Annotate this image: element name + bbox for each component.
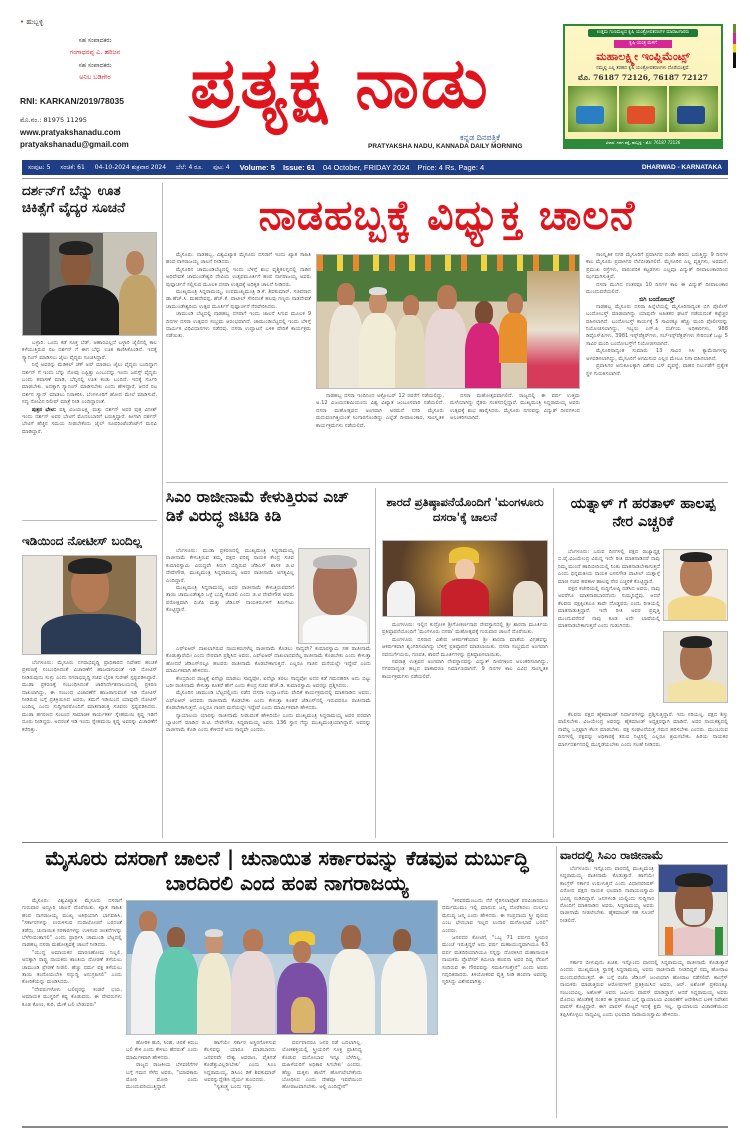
article-lead[interactable] <box>166 190 728 240</box>
bottom-divider <box>22 1126 728 1128</box>
issue-english: Issue: 61 <box>282 163 316 172</box>
divider <box>22 520 157 521</box>
article-headline: ದರ್ಶನ್‌ಗೆ ಬೆನ್ನು ಊತ ಚಿಕಿತ್ಸೆಗೆ ವೈದ್ಯರ ಸೂಚನೆ <box>22 183 126 216</box>
location: DHARWAD - KARNATAKA <box>641 164 722 171</box>
ad-images <box>565 83 721 132</box>
lead-column-4: ಸಾಂಸ್ಕೃತಿಕ ನಗರಿ ಮೈಸೂರಿಗೆ ಪ್ರವಾಸಿಗರ ದಂಡೇ ಹರಿದು ಬರುತ್ತಿದ್ದು 9 ದಿನಗಳ ಕಾಲ ಮೈಸೂರು ಪ್ರವಾಸಿಗರ ನೆಲೆಬೀಡಾಗಲಿದೆ. ಮೈಸೂರಿನ ಎಲ್ಲ ವೃತ್ತಗಳು, ಅರಮನೆ, ಪ್ರಮುಖ ರಸ್ತೆಗಳು, ಪಾರಂಪರಿಕ ಕಟ್ಟಡಗಳು ಎಲ್ಲವೂ ವಿದ್ಯುತ್ ದೀಪಾಲಂಕಾರದಿಂದ ಝಗಮಗಿಸುತ್ತಿವೆ. ದಸರಾ ಮುಗಿದ ನಂತರವೂ 10 ದಿನಗಳ ಕಾಲ ಈ ವಿದ್ಯುತ್ ದೀಪಾಲಂಕಾರ ಮುಂದುವರೆಯಲಿದೆ. ಬಿಗಿ ಬಂದೋಬಸ್ತ್ ನಾಡಹಬ್ಬ ಮೈಸೂರು ದಸರಾ ಹಿನ್ನೆಲೆಯಲ್ಲಿ ಮೈಸೂರಿನಾದ್ಯಂತ ಬಿಗಿ ಪೊಲೀಸ್ ಬಂದೋಬಸ್ತ್ ಮಾಡಲಾಗಿದ್ದು ಯಾವುದೇ ಅಹಿತಕರ ಘಟನೆ ನಡೆಯದಂತೆ ಕಟ್ಟೆಚ್ಚರ ವಹಿಸಲಾಗಿದೆ. ಬಂದೋಬಸ್ತ್ ಕಾರ್ಯಕ್ಕೆ 5 ಸಾವಿರಕ್ಕೂ ಹೆಚ್ಚು ಮಂದಿ ಪೊಲೀಸರನ್ನು ನಿಯೋಜಿಸಲಾಗಿದ್ದು, ಇಬ್ಬರು ಎಸ್.ಪಿ ದರ್ಜೆಯ ಅಧಿಕಾರಿಗಳು, 988 ಡಿವೈಎಸ್‌ಪಿಗಳು, 3981 ಇನ್ಸ್‌ಪೆಕ್ಟರ್‌ಗಳು, ಸಬ್‌ಇನ್ಸ್‌ಪೆಕ್ಟರ್‌ಗಳು ಸೇರಿದಂತೆ ಒಟ್ಟು 5 ಸಾವಿರ ಮಂದಿ ಬಂದೋಬಸ್ತ್‌ಗೆ ನಿಯೋಜಿಸಲಾಗಿದೆ. ಮೈಸೂರಿನಾದ್ಯಂತ ಸುಮಾರು 13 ಸಾವಿರ ಸಿಸಿ ಕ್ಯಾಮೆರಾಗಳನ್ನು ಅಳವಡಿಸಲಾಗಿದ್ದು, ಮೈಸೂರಿಗೆ ಆಗಮಿಸುವ ಎಲ್ಲರ ಮೇಲೂ ನಿಗಾ ವಹಿಸಲಾಗಿದೆ. ಪ್ರವಾಸಿಗರ ಅನುಕೂಲಕ್ಕಾಗಿ ವಿಶೇಷ ಬಸ್ ವ್ಯವಸ್ಥೆ, ವಾಹನ ನಿಲುಗಡೆಗೆ ಪ್ರತ್ಯೇಕ ಸ್ಥಳ ಗುರುತಿಸಲಾಗಿದೆ. <box>586 252 728 377</box>
article-headline: ಯತ್ನಾಳ್ ಗೆ ಹರತಾಳ್ ಹಾಲಪ್ಪ ನೇರ ಎಚ್ಚರಿಕೆ <box>570 496 716 530</box>
price-english: Price: 4 Rs. Page: 4 <box>417 163 485 172</box>
article-body: ಬಳ್ಳಾರಿ: ಒಂದು ಕಡೆ ಸೂಕ್ತ ಬೆಡ್, ಆಹಾರವಿಲ್ಲದೆ ಬಳ್ಳಾರಿ ಜೈಲಿನಲ್ಲಿ ಕಾಲ ಕಳೆಯುತ್ತಿರುವ ನಟ ದರ್ಶನ್ ಗೆ ಈಗ ಬೆನ್ನು ಊತ ಕಾಣಿಸಿಕೊಂಡಿದೆ. ಇದಕ್ಕೆ ಸ್ಕ್ಯಾನಿಂಗ್ ಮಾಡಿಸಲು ಜೈಲು ವೈದ್ಯರು ಸೂಚಿಸಿದ್ದಾರೆ. ನಿನ್ನೆ ಅವರನ್ನು ಮೆಡಿಕಲ್ ಚೆಕ್ ಅಪ್ ಮಾಡಲು ಜೈಲು ವೈದ್ಯರು ಬಂದಿದ್ದಾಗ ದರ್ಶನ್ ಗೆ ಇಂದು ಬೆನ್ನು ನೋವು ಎಷ್ಟಿತ್ತು ಎಂಬುದನ್ನು ಇಂದು ಜಪಸ್ಸ್ ವೈದ್ಯರು ಬಂದು ತಪಾಸಣೆ ಮಾಡಿ, ಬೆನ್ನಿನಲ್ಲಿ ಊತ ಕಂಡು ಬಂದಿದೆ. ಇದಕ್ಕೆ ಸರ್ಜರಿ ಮಾಡಬೇಕು. ಅದಕ್ಕಾಗಿ ಸ್ಕ್ಯಾನಿಂಗ್ ಮಾಡಿಸಬೇಕು ಎಂದು ಹೇಳಿದ್ದಾರೆ. ಆದರೆ ನಟ ದರ್ಶನ ಸ್ಕ್ಯಾನ್ ಮಾಡಲು ನಿರಾಕರಿಸಿ, ಬೆಂಗಳೂರಿಗೆ ಹೋದ ಮೇಲೆ ಮಾಡಿಸುವೆ. ಸದ್ಯ ನೋವಿನ ರಿಲೀಫ್ ಮಾತ್ರೆ ನೀಡಿ ಎಂದಿದ್ದಾರಂತೆ. ಪುತ್ರನ ಭೇಟಿ: ಪತ್ನಿ ವಿಜಯಲಕ್ಷ್ಮಿ ಮತ್ತು ದರ್ಶನ್ ಅವರ ಪುತ್ರ ವಿನೀಶ್ ಇಂದು ದರ್ಶನ್ ಅವರ ಭೇಟಿಗೆ ಮೊದಲಬಾರಿಗೆ ಬರುತ್ತಿದ್ದಾರೆ. ಹೀಗಾಗಿ ದರ್ಶನ್ ಭೇಟಿಗೆ ಹೆಚ್ಚಿನ ಸಮಯ ನೀಡಬೇಕೆಂದು ಜೈಲ್ ಸೂಪರಿಂಟೆಂಡೆಂಟ್‌ಗೆ ಮನವಿ ಮಾಡಿದ್ದಾರೆ. <box>22 340 157 435</box>
rni-number: RNI: KARKAN/2019/78035 <box>20 96 124 106</box>
ad-image-plough <box>568 86 617 132</box>
hampa-column-4: ವರ್ಷವಾದರೂ ಜನರ ನಡೆ ಬದಲಾಗಿಲ್ಲ. ಲೋಕಶಕ್ತಿಯಲ್ಲಿ ಸ್ತ್ರೀಯರಿಗೆ ಸೂಕ್ತ ಪ್ರಾತಿನಿಧ್ಯ ಕೊಡುವ ಮನೋಭಾವ ಇನ್ನೂ ಬೆಳೆದಿಲ್ಲ. ಮಹಿಳೆಯರಿಗೆ ಅಧಿಕಾರ ಸಿಗಬೇಕು' ಎಂದರು. ಹೆಣ್ಣು ಮಕ್ಕಳು ಶಾಲೆಗೆ ಹೋಗಲೇಬೇಕೆಂದು ಬೋಧಿಸಿದ ಎಂದು ದೇಶವೂ ಇವರೆಯಿಂದ ಹೋರಾಟವಾಗಬೇಕು. ಅಲ್ಲಿ ಎಂದಿದ್ದೇನೆ" <box>282 1040 362 1091</box>
hampa-column-3: ಹಾಗೆಯೇ ಸರ್ಕಾರ ಅಸ್ಥಿರಗೊಳಿಸುವ ಕೆಲಸವನ್ನು ಯಾರೂ ಮಾಡಬಾರದು ಜನವನವೇ ದೇಶ್ವ ಅವರಾಣ, ವೈತಿಗಡೆ ಕೊಡೆತ್ತುವಿಲ್ಲರೀಬೇಕು' ಎಂದು ಸಿಎಂ ಸಿದ್ದರಾಮಯ್ಯ, ಡಿಸಿಎಂ ಡಿಕೆ ಶಿವಕುಮಾರ್ ಅವರನ್ನುದ್ದೇಶಿಸಿ ಧೈರ್ಯ ತುಂಬಿದರು. "ಸ್ವತಂತ್ರ್ಯ ಬಂದು ಇಷ್ಟು <box>204 1040 276 1091</box>
yatnal-photo <box>663 549 728 621</box>
article-body: ಬೆಂಗಳೂರು: ಮೈಸೂರು ನಗರಾಭಿವೃದ್ಧಿ ಪ್ರಾಧಿಕಾರದ ನಿವೇಶನ ಹಂಚಿಕೆ ಪ್ರಕರಣಕ್ಕೆ ಸಂಬಂಧಿಸಿದಂತೆ ವಿಚಾರಣೆಗೆ ಹಾಜರಾಗುವಂತೆ ಇಡಿ ನೋಟಿಸ್ ನೀಡಿರುವುದು ಸುಳ್ಳು ಎಂದು ನಗರಾಭಿವೃದ್ಧಿ ಸಚಿವ ಬೈರತಿ ಸುರೇಶ್ ಸ್ಪಷ್ಟಪಡಿಸಿದ್ದಾರೆ. ಮುಡಾ ಪ್ರಕರಣಕ್ಕೆ ಸಂಬಂಧಿಸಿದಂತೆ ಜಾರಿನಿರ್ದೇಶನಾಲಯದಲ್ಲಿ ಪ್ರಕರಣ ದಾಖಲಾಗಿದ್ದು, ಈ ಸಂಬಂಧ ವಿಚಾರಣೆಗೆ ಹಾಜರಾಗುವಂತೆ ಇಡಿ ನೋಟಿಸ್ ನೀಡಿರುವ ಬಗ್ಗೆ ಪ್ರತಿಕ್ರಿಯಿಸಿದ ಅವರು, ತಮಗೆ ಇಡಿಯಿಂದ ಯಾವುದೇ ನೋಟಿಸ್ ಬಂದಿಲ್ಲ ಎಂದು ಸುದ್ದಿಗಾರರೊಂದಿಗೆ ಮಾತನಾಡುತ್ತ ಸಚಿವರು ಸ್ಪಷ್ಟಪಡಿಸಿದರು. ಮುಡಾ ಹಗರಣದ ಸಂಬಂಧ ಸಾಮಾಜಿಕ ಕಾರ್ಯಕರ್ತ ಸ್ನೇಹಮಯಿ ಕೃಷ್ಣ ಇಡಿಗೆ ದೂರು ನೀಡಿದ್ದರು. ಅದರಂತೆ ಇಡಿ ಇಂದು ಸ್ನೇಹಮಯಿ ಕೃಷ್ಣ ಅವರನ್ನು ವಿಚಾರಣೆಗೆ ಕರೆದಿತ್ತು. <box>22 660 157 733</box>
email-link[interactable]: pratyakshanadu@gmail.com <box>20 140 129 149</box>
article-yatnal[interactable] <box>558 495 728 531</box>
article-headline: ಮೈಸೂರು ದಸರಾಗೆ ಚಾಲನೆ | ಚುನಾಯಿತ ಸರ್ಕಾರವನ್ನು ಕೆಡವುವ ದುರ್ಬುದ್ಧಿ ಬಾರದಿರಲಿ ಎಂದ ಹಂಪ ನಾಗರಾಜಯ್ಯ <box>45 846 529 895</box>
masthead <box>0 0 750 160</box>
minister-photo <box>22 555 157 655</box>
editor-name: ಅನಿಲ ಬಡಿಗೇರ <box>79 73 111 81</box>
article-body: ಬೆಂಗಳೂರು: ಬರುವ ದಿನಗಳಲ್ಲಿ ಪಕ್ಷದ ರಾಜ್ಯಾಧ್ಯಕ್ಷ ಬಿ.ವೈ.ವಿಜಯೇಂದ್ರ ವಿರುದ್ಧ ಇದೇ ರೀತಿ ಮಾತನಾಡಿದರೆ ನಾವು ನಿಮ್ಮ ಮುಂದೆ ಹಾದಿಬೀದಿಯಲ್ಲಿ ನಿಂತು ಮಾತನಾಡಬೇಕಾಗುತ್ತದೆ ಎಂದು ಭಿನ್ನಮತೀಯ ನಾಯಕ ಬಸನಗೌಡ ಪಾಟೀಲ್ ಯತ್ನಾಳ್ಗೆ ಮಾಜಿ ಸಚಿವ ಹರತಾಳ ಹಾಲಪ್ಪ ನೇರ ಎಚ್ಚರಿಕೆ ಕೊಟ್ಟಿದ್ದಾರೆ. ಪಕ್ಷದ ಕಚೇರಿಯಲ್ಲಿ ಸುದ್ದಿಗೋಷ್ಠಿ ನಡೆಸಿದ ಅವರು, ನಾವು ಅವರೆಗೂ ಮಾತನಾಡಬಾರದೆಂದು ಸುಮ್ಮನಿದ್ದೆವು. ಆದರೆ ಕೆಲವರು ಪಕ್ಷಕ್ಕಿಂತಲೂ ತಾವೇ ದೊಡ್ಡವರು ಎಂದು ರೀತಿಯಲ್ಲಿ ಮಾತನಾಡುತ್ತಿದ್ದಾರೆ. ಇದೇ ರೀತಿ ಅವರ ಪ್ರವೃತ್ತಿ ಮುಂದುವರೆದರೆ ನಾವು ಕೂಡ ಅದೇ ಭಾಷೆಯಲ್ಲಿ ಮಾತನಾಡಬೇಕಾಗುತ್ತದೆ ಎಂದು ಗುಡುಗಿದರು. <box>558 549 660 630</box>
article-ed-notice[interactable] <box>22 535 157 549</box>
website-link[interactable]: www.pratyakshanadu.com <box>20 128 121 137</box>
color-registration-mark <box>733 24 736 68</box>
article-body: ಸರ್ಕಾರ ಬೀಳುವುದು ಖಚಿತ. ಇನ್ನೊಂದು ವಾರದಲ್ಲಿ ಸಿದ್ದರಾಮಯ್ಯ ರಾಜೀನಾಮೆ ಕೊಡುತ್ತಾರೆ ಎಂದರು. ಮುಖ್ಯಮಂತ್ರಿ ಸ್ಥಾನಕ್ಕೆ ಸಿದ್ದರಾಮಯ್ಯ ಅವರು ರಾಜೀನಾಮೆ ನೀಡದಿದ್ದರೆ ನಮ್ಮ ಹೋರಾಟ ಮುಂದುವರೆಯುತ್ತದೆ. ಈ ಬಗ್ಗೆ ಬಿಜೆಪಿ ಜೆಡಿಎಸ್ ಜಂಟಿಯಾಗಿ ಹೋರಾಟ ನಡೆಸಲಿವೆ. ಕಾಂಗ್ರೆಸ್ ನಾಯಕರು ಮಾಡುತ್ತಿರುವ ಆರೋಪಗಳಿಗೆ ಪ್ರತಿಕ್ರಿಯಿಸಿದ ಅವರು, ಆರ್. ಅಶೋಕ್ ಪ್ರಕರಣಕ್ಕೂ ಸಂಬಂಧವಿಲ್ಲ. ಅಶೋಕ್ ಅವರು ಜಮೀನು ವಾಪಸ್ ಮಾಡಿದ್ದಾರೆ. ಆದರೆ ಸಿದ್ದರಾಮಯ್ಯ ಅವರು ಮೊದಲು ಹೊಡೆತಕ್ಕೆ ನಂತರ ಈ ಪ್ರಕರಣದ ಬಗ್ಗೆ ನ್ಯಾಯಾಲಯ ವಿಚಾರಣೆಗೆ ಆದೇಶಿಸಿದ ಬಳಿಕ ನಿವೇಶನ ವಾಪಸ್ ಕೊಟ್ಟಿದ್ದಾರೆ. ಈಗ ವಾಪಸ್ ಕೊಟ್ಟರೆ ಇದಕ್ಕೆ ಕ್ಷಮೆ ಇಲ್ಲ. ನ್ಯಾಯಾಲಯ ವಿಚಾರಣೆಯಿಂದ ತಪ್ಪಿಸಿಕೊಳ್ಳಲು ಸಾಧ್ಯವಿಲ್ಲ ಎಂದು ಛಲವಾದಿ ನಾರಾಯಣಸ್ವಾಮಿ ಹೇಳಿದರು. <box>560 960 728 1018</box>
divider <box>166 482 728 483</box>
newspaper-subtitle-kannada: ಕನ್ನಡ ದಿನಪತ್ರಿಕೆ <box>460 133 501 142</box>
divider <box>22 842 728 843</box>
column-divider <box>375 488 376 838</box>
article-hampa[interactable] <box>22 846 552 896</box>
column-divider <box>556 846 557 1118</box>
date-english: 04 October, FRIDAY 2024 <box>323 163 410 172</box>
halappa-photo <box>663 631 728 703</box>
article-headline: ವಾರದಲ್ಲಿ ಸಿಎಂ ರಾಜೀನಾಮೆ <box>560 848 664 862</box>
article-body: ಮಂಗಳೂರು: ಇಲ್ಲಿನ ಕುದ್ರೋಳಿ ಶ್ರೀಗೋಕರ್ಣನಾಥ ದೇವಸ್ಥಾನದಲ್ಲಿ ಶ್ರೀ ಶಾರದಾ ಮೂರ್ತಿಯ ಪ್ರತಿಷ್ಠಾಪನೆಯೊಂದಿಗೆ 'ಮಂಗಳೂರು ದಸರಾ' ಮಹೋತ್ಸವಕ್ಕೆ ಗುರುವಾರ ಚಾಲನೆ ದೊರೆಯಿತು. ಮಂಗಳೂರು ದಸರಾದ ವಿಶೇಷ ಆಕರ್ಷಣೆಯಾದ ಶ್ರೀ ಶಾರದಾ ಮಾತೆಯ ವಿಗ್ರಹವನ್ನು ಆಕರ್ಷಕವಾಗಿ ಶೃಂಗರಿಸಲಾಗಿದ್ದು ಬೆಳಿಗ್ಗೆ ಪ್ರತಿಷ್ಠಾಪನೆ ಮಾಡಲಾಯಿತು. ದಸರಾ ಸಂಭ್ರಮದ ಅಂಗವಾಗಿ ನವದುರ್ಗೆಯರು, ಗಣಪತಿ, ಶಾರದೆ ಮೂರ್ತಿಗಳನ್ನು ಪ್ರತಿಷ್ಠಾಪಿಸಲಾಯಿತು. ನವರಾತ್ರಿ ಉತ್ಸವದ ಅಂಗವಾಗಿ ದೇವಸ್ಥಾನವನ್ನು ವಿದ್ಯುತ್ ದೀಪಗಳಿಂದ ಅಲಂಕರಿಸಲಾಗಿದ್ದು, ನಗರದಾದ್ಯಂತ ಹಬ್ಬದ ವಾತಾವರಣ ನಿರ್ಮಾಣವಾಗಿದೆ. 9 ದಿನಗಳ ಕಾಲ ವಿವಿಧ ಸಾಂಸ್ಕೃತಿಕ ಕಾರ್ಯಕ್ರಮಗಳು ನಡೆಯಲಿವೆ. <box>382 622 548 680</box>
subheading: ಬಿಗಿ ಬಂದೋಬಸ್ತ್ <box>639 296 675 304</box>
lead-column-2: ನಾಡಹಬ್ಬ ದಸರಾ ಇಂದಿನಿಂದ ಅಕ್ಟೋಬರ್ 12 ರವರೆಗೆ ನಡೆಯಲಿದ್ದು, ಅ.12 ವಿಜಯದಶಮಿಯಂದು ವಿಶ್ವ ವಿಖ್ಯಾತ ಜಂಬೂಸವಾರಿ ನಡೆಯಲಿದೆ. ದಸರಾ ಮಹೋತ್ಸವದ ಅಂಗವಾಗಿ ಅರಮನೆ ನಗರಿ ಮೈಸೂರು ಮದುವಣಗಿತ್ತಿಯಂತೆ ಸಿಂಗಾರಗೊಂಡಿದ್ದು ಎಲ್ಲೆಡೆ ದೀಪಾಲಂಕಾರ, ಸಾಂಸ್ಕೃತಿಕ ಕಾರ್ಯಕ್ರಮಗಳು ನಡೆಯಲಿವೆ. <box>316 393 444 429</box>
hampa-felicitation-photo <box>126 900 438 1035</box>
newspaper-title: ಪ್ರತ್ಯಕ್ಷ ನಾಡು <box>190 42 490 124</box>
lead-photo <box>316 254 580 389</box>
editor-name: ಗಂಗಾಧರಪ್ಪ ಎ. ಹರಿಜನ <box>69 48 121 56</box>
lead-column-3: ದಸರಾ ಮಹೋತ್ಸವವಾಗಲಿದೆ. ರಾಜ್ಯದಲ್ಲಿ ಈ ವರ್ಷ ಉತ್ತಮ ಮಳೆಯಾಗಿದ್ದು ರೈತರು ಸಂತಸದಲ್ಲಿದ್ದಾರೆ. ಮುಖ್ಯಮಂತ್ರಿ ಸಿದ್ದರಾಮಯ್ಯ ಅವರು ಉತ್ಸವಕ್ಕೆ ಶುಭ ಹಾರೈಸಿದರು. ಮೈಸೂರು ನಗರವನ್ನು ವಿದ್ಯುತ್ ದೀಪಗಳಿಂದ ಅಲಂಕರಿಸಲಾಗಿದೆ. <box>450 393 580 422</box>
ad-tag: ಕೃಷಿ ಯಂತ್ರ ಮಳಿಗೆ <box>614 40 672 48</box>
article-body: ಬೆಂಗಳೂರು: ಮುಡಾ ಪ್ರಕರಣದಲ್ಲಿ ಮುಖ್ಯಮಂತ್ರಿ ಸಿದ್ದರಾಮಯ್ಯ ರಾಜೀನಾಮೆ ಕೇಳುತ್ತಿರುವ ತಮ್ಮ ಪಕ್ಷದ ವರಿಷ್ಠ ನಾಯಕ ಕೇಂದ್ರ ಸಚಿವ ಕುಮಾರಸ್ವಾಮಿ ವಿರುದ್ಧವೇ ತಿರುಗಿ ಬಿದ್ದಿರುವ ಜೆಡಿಎಸ್ ಶಾಸಕ ಜಿ.ಟಿ ದೇವೇಗೌಡ, ಮುಖ್ಯಮಂತ್ರಿ ಸಿದ್ದರಾಮಯ್ಯ ಅವರ ರಾಜೀನಾಮೆ ಅಗತ್ಯವಿಲ್ಲ ಎಂದಿದ್ದಾರೆ. ಮುಖ್ಯಮಂತ್ರಿ ಸಿದ್ದರಾಮಯ್ಯ ಅವರ ರಾಜೀನಾಮೆ ಕೇಳುತ್ತಿರುವವರಿಗೆ ತಾಯಿ ಚಾಮುಂಡೇಶ್ವರಿ ಒಳ್ಳೆ ಬುದ್ಧಿ ಕೊಡಲಿ ಎಂದು ಜಿ.ಟಿ ದೇವೇಗೌಡ ಅವರು ಪರೋಕ್ಷವಾಗಿ ಬಿಜೆಪಿ ಮತ್ತು ಜೆಡಿಎಸ್ ನಾಯಕರುಗಳಿಗೆ ತಿರುಗೇಟು ಕೊಟ್ಟಿದ್ದಾರೆ. <box>166 548 294 614</box>
editor-role: ಸಹ ಸಂಪಾದಕರು <box>78 37 112 44</box>
ad-business-name: ಮಹಾಲಕ್ಷ್ಮೀ ಇಂಪ್ಲಿಮೆಂಟ್ಸ್ <box>596 50 690 63</box>
article-body: ಎಫ್‌ಐಆರ್ ದಾಖಲಾಗಿರುವ ನಾಯಕರುಗಳೆಲ್ಲ ರಾಜೀನಾಮೆ ಕೊಡಲು ಸಾಧ್ಯವೇ? ಕುಮಾರಸ್ವಾಮಿ ಸಹ ರಾಜೀನಾಮೆ ಕೊಡುತ್ತಾರೆಯೇ ಎಂದು ನೇರವಾಗಿ ಪ್ರಶ್ನಿಸಿದ ಅವರು, ಎಫ್‌ಐಆರ್ ದಾಖಲಾದವರೆಲ್ಲ ರಾಜೀನಾಮೆ ಕೊಡಬೇಕು ಎಂದು ಕೇಳುತ್ತಾ ಹೋದರೆ ಜೆಡಿಎಸ್‌ನಲ್ಲೂ ಹಲವರು ರಾಜೀನಾಮೆ ಕೊಡಬೇಕಾಗುತ್ತದೆ. ಎಲ್ಲರೂ ಗಾಜಿನ ಮನೆಯಲ್ಲೇ ಇದ್ದೇವೆ ಎಂದು ಮಾರ್ಮಿಕವಾಗಿ ಹೇಳಿದರು. ಕೇಂದ್ರದಿಂದ ರಾಜ್ಯಕ್ಕೆ ಏನೆಲ್ಲಾ ಮಾಡಲು ಸಾಧ್ಯವೋ, ಏನೆಲ್ಲಾ ತರಲು ಸಾಧ್ಯವೋ ಅದರ ಕಡೆ ಗಮನಹರಿಸಿ ಅದು ಬಿಟ್ಟು ಬರೀ ರಾಜೀನಾಮೆ ಕೇಳುತ್ತಾ ಕೂತರೆ ಹೇಗೆ ಎಂದು ಕೇಂದ್ರ ಸಚಿವ ಹೆಚ್.ಡಿ. ಕುಮಾರಸ್ವಾಮಿ ಅವರನ್ನು ಪ್ರಶ್ನಿಸಿದರು. ಮೈಸೂರಿನ ಚಾಮುಂಡಿ ಬೆಟ್ಟದಲ್ಲಿಂದು ನಡೆದ ದಸರಾ ಉದ್ಘಾಟನೆಯ ವೇದಿಕೆ ಕಾರ್ಯಕ್ರಮದಲ್ಲಿ ಮಾತನಾಡಿದ ಅವರು, ಎಫ್‌ಐಆರ್ ಆದವರು ರಾಜೀನಾಮೆ ಕೊಡಬೇಕು ಎಂದು ಕೇಳುತ್ತಾ ಕೂತರೆ ಜೆಡಿಎಸ್‌ನಲ್ಲಿ ಇರುವವರೂ ರಾಜೀನಾಮೆ ಕೊಡಬೇಕಾಗುತ್ತದೆ. ಎಲ್ಲರೂ ಗಾಜಿನ ಮನೆಯಲ್ಲೇ ಇದ್ದೇವೆ ಎಂದು ಮಾರ್ಮಿಕವಾಗಿ ಹೇಳಿದರು. ನ್ಯಾಯಾಲಯ ಯಾರನ್ನು ರಾಜೀನಾಮೆ ನೀಡುವಂತೆ ಹೇಳಿದಿಯೇ ಎಂದು ಮುಖ್ಯಮಂತ್ರಿ ಸಿದ್ದರಾಮಯ್ಯ ಅವರ ಪರವಾಗಿ ಬ್ಯಾಟಿಂಗ್ ಮಾಡಿದ ಜಿ.ಟಿ. ದೇವೇಗೌಡ, ಸಿದ್ದರಾಮಯ್ಯ ಅವರು 136 ಸ್ಥಾನ ಗೆದ್ದು ಮುಖ್ಯಮಂತ್ರಿಯಾಗಿದ್ದಾರೆ. ಅವರನ್ನು ರಾಜೀನಾಮೆ ಕೊಡಿ ಎಂದು ಕೇಳಿದರೆ ಅದು ಸಾಧ್ಯವೇ ಎಂದರು. <box>166 646 371 734</box>
ad-footer: ವಿಳಾಸ: ಗದಗ ರಸ್ತೆ, ಹುಬ್ಬಳ್ಳಿ - ಮೊ: 76187 72126 <box>565 139 721 147</box>
price-kannada: ಬೆಲೆ: 4 ರೂ. <box>176 163 204 171</box>
tagline-bullet: • ಹುಬ್ಬಳ್ಳಿ <box>20 18 170 27</box>
article-headline: ಇಡಿಯಿಂದ ನೋಟೀಸ್ ಬಂದಿಲ್ಲ <box>22 534 142 548</box>
article-mangaluru[interactable] <box>380 495 550 525</box>
hampa-column-2: ಹೋರಿಕ ಹುರಿ, ಸಿಂಹ, ಚಿರತೆ ಕಿರುಬ ಬಲಿ ಕೇಳಿ ಎಂದು ಕೇಳಲು ಹೆದರುತೆ' ಎಂದು ಮಾರ್ಮಿಕವಾಗಿ ಹೇಳಿದರು. ರಾಜ್ಯದ ರಾಜಕೀಯ ಬೆಳವಣಿಗೆಗಳ ಬಗ್ಗೆ ಗಮನ ಸೆಳೆದ ಅವರು, "ಯಾವಕಾರು ಮೋರಿ ಮೋರಿ ಎಂದು ಮುಂದುವರಿಯುತ್ತಿದ್ದಾರೆ. <box>126 1040 198 1091</box>
article-body: ಕೆಲವರು ಪಕ್ಷದ ಹೈಕಮಾಂಡ್ ನಿರ್ಧಾರಗಳನ್ನು ಪ್ರಶ್ನಿಸುತ್ತಿದ್ದಾರೆ. ಇದು ಸರಿಯಲ್ಲ. ಪಕ್ಷದ ಶಿಸ್ತು ಪಾಲಿಸಬೇಕು. ವಿಜಯೇಂದ್ರ ಅವರನ್ನು ಹೈಕಮಾಂಡ್ ಅಧ್ಯಕ್ಷರನ್ನಾಗಿ ಮಾಡಿದೆ. ಅವರ ನಾಯಕತ್ವದಲ್ಲಿ ನಾವೆಲ್ಲ ಒಗ್ಗಟ್ಟಾಗಿ ಕೆಲಸ ಮಾಡಬೇಕು. ಪಕ್ಷ ಸಂಘಟನೆಯತ್ತ ಗಮನ ಹರಿಸಬೇಕು ಎಂದರು. ಮುಂಬರುವ ದಿನಗಳಲ್ಲಿ ಪಕ್ಷವನ್ನು ಅಧಿಕಾರಕ್ಕೆ ತರುವ ನಿಟ್ಟಿನಲ್ಲಿ ಎಲ್ಲರೂ ಶ್ರಮಿಸಬೇಕು. ಹಿರಿಯ ನಾಯಕರ ಮಾರ್ಗದರ್ಶನದಲ್ಲಿ ಮುನ್ನಡೆಯಬೇಕು ಎಂದು ಸಲಹೆ ನೀಡಿದರು. <box>558 712 728 748</box>
phone-number: ಮೊ.ನಂ.: 81975 11295 <box>20 116 87 124</box>
volume-english: Volume: 5 <box>239 163 275 172</box>
volume-kannada: ಸಂಪುಟ: 5 <box>28 163 51 171</box>
hampa-column-5: "ಕಸವರಮೆಂಬುದು ನೆರೆ ಸೈರಿಸಲಾಪೊಡೆ ಪರವಿಚಾರಮುಂ ಧರ್ಮಮುಮಂ ಇಲ್ಲಿ ಮಾನುಷ ಜನ್ಮ ದೊರೆತಿರಲು ದುರ್ಲಭ ಮನುಷ್ಯ ಜನ್ಮ ಎಂದು ಹೇಳಿದರು. ಈ ಸಂಪ್ರದಾಯ ಸ್ತ್ರೀ ಪುರುಷ ಎಂಬ ಭೇದಭಾವ ಇಲ್ಲದ ಉದಾರ ಮನೋಭಾವ ಬರಲಿ" ಎಂದರು. ಜನಪದರ ಕೋಟಿಗೆ, "ಒಬ್ಬ 71 ವರ್ಷದ ಸ್ತ್ರೀಯರ ಮುಂಚೆ ಇರುತ್ತಿದ್ದರೆ ಅದು ವರ್ಷ ಮಹಾಯುದ್ಧವಾಗಿಯೂ 63 ವರ್ಷ ಮತದಿರಿಯಾಗಿಯೂ ನನ್ನನ್ನು ದೊರಕಿಸಿದ ಮಹಾನಾಯಕ ನಾಯಕರು ಪ್ರೊಫೆಸರ್ ಕಮೀಲಾ ಹಂಪನಾ ಅವರ ದಿವ್ಯ ನೆನಪಿಗೆ ಸಂದಿರುವ ಈ ಗೌರವವನ್ನು ಸಮರ್ಪಿಸುತ್ತೇನೆ" ಎಂದು ಅವರು ಗದ್ಗದಿತರಾದರು. ತಿಳಿಯೋಕರವ ವೃತ್ತಿ ನೀಡಿ ಹಂಪನಾ ಅವರನ್ನು ಸ್ಮರಿಸಿದ್ದು ವಿಶೇಷವಾಗಿತ್ತು. <box>442 898 548 986</box>
editor-role: ಸಹ ಸಂಪಾದಕರು <box>78 62 112 69</box>
darshan-photo <box>22 232 157 336</box>
ad-image-rotavator <box>619 86 668 132</box>
article-body: ಬೆಂಗಳೂರು: ಇನ್ನೊಂದು ವಾರದಲ್ಲಿ ಮುಖ್ಯಮಂತ್ರಿ ಸಿದ್ದರಾಮಯ್ಯ ರಾಜೀನಾಮೆ ಕೊಡುತ್ತಾರೆ. ಹಾಗೆಯೇ ಕಾಂಗ್ರೆಸ್ ಸರ್ಕಾರ ಉರುಳುತ್ತದೆ ಎಂದು ವಿಧಾನಪರಿಷತ್ ವಿರೋಧ ಪಕ್ಷದ ನಾಯಕ ಛಲವಾದಿ ನಾರಾಯಣಸ್ವಾಮಿ ಭವಿಷ್ಯ ನುಡಿದಿದ್ದಾರೆ. ಜನಗಳಂಡಿ ಯಲ್ಲಿಂದು ಸುದ್ದಿಗಾರ ರೊಂದಿಗೆ ಮಾತನಾಡಿದ ಅವರು, ಸಿದ್ದರಾಮಯ್ಯ ಅವರು ರಾಜೀನಾಮೆ ನೀಡಲೇಬೇಕು. ಹೈಕಮಾಂಡ್ ಸಹ ಸೂಚನೆ ನೀಡಲಿದೆ. <box>560 866 654 924</box>
ad-phone: ಮೊ. 76187 72126, 76187 72127 <box>578 73 708 82</box>
issue-info-bar <box>22 160 728 175</box>
sub-label: ಪುತ್ರನ ಭೇಟಿ: <box>32 406 57 413</box>
article-gtd[interactable] <box>166 488 371 526</box>
divider <box>22 178 728 179</box>
ad-description: ನಮ್ಮಲ್ಲಿ ಎಲ್ಲ ತರಹದ ಕೃಷಿ ಯಂತ್ರೋಪಕರಣಗಳು ದೊರೆಯುತ್ತವೆ. <box>596 66 690 71</box>
article-headline: ಸಿಎಂ ರಾಜೀನಾಮೆ ಕೇಳುತ್ತಿರುವ ಎಚ್ ಡಿಕೆ ವಿರುದ್ಧ ಜಿಟಿಡಿ ಕಿಡಿ <box>166 488 349 525</box>
advertisement[interactable] <box>563 24 723 149</box>
article-headline: ಶಾರದೆ ಪ್ರತಿಷ್ಠಾಪನೆಯೊಂದಿಗೆ 'ಮಂಗಳೂರು ದಸರಾ'ಕ್ಕೆ ಚಾಲನೆ <box>386 495 544 524</box>
lead-headline: ನಾಡಹಬ್ಬಕ್ಕೆ ವಿಧ್ಯುಕ್ತ ಚಾಲನೆ <box>258 191 636 239</box>
article-weekly-cm[interactable] <box>560 848 728 863</box>
hampa-column-1: ಮೈಸೂರು: ವಿಶ್ವವಿಖ್ಯಾತ ಮೈಸೂರು ದಸರಾಗೆ ಗುರುವಾರ ಅದ್ದೂರಿ ಚಾಲನೆ ದೊರೆಯಿತು. ಖ್ಯಾತ ಸಾಹಿತಿ ಹಂಪ ನಾಗರಾಜಯ್ಯ ಮುಖ್ಯ ಅತಿಥಿಯಾಗಿ ಭಾಗವಹಿಸಿ, "ಸರ್ಕಾರಗಳನ್ನು ಉರುಳಿಸುವ ದುರಾಲೋಚನೆ ಬರದಂತೆ ತಡೆದು, ಚುನಾಯಿತ ಸರಕಾರಗಳನ್ನು ಉಳಿಸುವ ಚಿಂತನೆಗಳನ್ನು ಬೆಳೆಸುವಂತಾಗಲಿ" ಎಂದು ಪ್ರಾರ್ಥಿಸಿ ಚಾಮುಂಡಿ ಬೆಟ್ಟದಲ್ಲಿ ನಾಡಹಬ್ಬ ದಸರಾ ಮಹೋತ್ಸವಕ್ಕೆ ಚಾಲನೆ ನೀಡಿದರು. "ಯುದ್ಧ ಅಮಾಯಕರ ಮಾರಣಹೋಮ ನಿಲ್ಲಲಿ, ಅದಕ್ಕಾಗಿ ರಾಷ್ಟ್ರ ನಾಯಕರು ಶಾಂತಿಯ ಧೋರಣೆ ತಳೆಯಲು ಚಾಮುಂಡಿ ಪ್ರೇರಣೆ ನೀಡಲಿ. ಹೆಚ್ಚು ಧರ್ಮ ಪಕ್ಷ ತಳೆಯಲು ತಾಯಿ ತಂದೊಯಬೇಕಿ ಸದ್ಬುದ್ಧಿ ಅನುಗ್ರಹಿಸಲಿ" ಎಂದು ಕೋರಿಕೆಯನ್ನು ಮಂಡಿಸಿದರು. "ದೇವರುಗಳೊಳು ಬಲಿಷ್ಠರನ್ನು ಕಂಡರೆ ಭಯ, ಅಮಾಯಕ ಮುಗ್ಧರಿಗೆ ಕಷ್ಟ ಕೊಡುವರು. ಈ ದೇವರುಗಳು ಕೂಡ ಕೋಣ, ಕುರಿ, ಮೇಕೆ ಬಲಿ ಬೇಡುವರು" <box>22 898 122 1008</box>
issue-kannada: ಸಂಚಿಕೆ: 61 <box>60 163 85 171</box>
sharada-idol-photo <box>382 540 548 617</box>
lead-column-1: ಮೈಸೂರು: ನಾಡಹಬ್ಬ, ವಿಶ್ವವಿಖ್ಯಾತ ಮೈಸೂರು ದಸರಾಗೆ ಇಂದು ಖ್ಯಾತ ಸಾಹಿತಿ ಹಂಪ ನಾಗರಾಜಯ್ಯ ಚಾಲನೆ ನೀಡಿದರು. ಮೈಸೂರಿನ ಚಾಮುಂಡಿಬೆಟ್ಟದಲ್ಲಿ ಇಂದು ಬೆಳಿಗ್ಗೆ ಶುಭ ವೃಶ್ಚಿಕಲಗ್ನದಲ್ಲಿ ನಾಡಿನ ಅಧಿದೇವತೆ ಚಾಮುಂಡೇಶ್ವರಿ ದೇವಿಯ ಉತ್ಸವಮೂರ್ತಿಗೆ ಹಂಪ ನಾಗರಾಜಯ್ಯ ಅವರು ಪುಷ್ಪಾರ್ಚನೆ ಸಲ್ಲಿಸುವ ಮೂಲಕ ದಸರಾ ಉತ್ಸವಕ್ಕೆ ಅಧಿಕೃತ ಚಾಲನೆ ನೀಡಿದರು. ಮುಖ್ಯಮಂತ್ರಿ ಸಿದ್ದರಾಮಯ್ಯ, ಉಪಮುಖ್ಯಮಂತ್ರಿ ಡಿ.ಕೆ. ಶಿವಕುಮಾರ್, ಸಚಿವರಾದ ಡಾ.ಹೆಚ್.ಸಿ. ಮಹದೇವಪ್ಪ, ಹೆಚ್.ಕೆ. ಪಾಟೀಲ್ ಸೇರಿದಂತೆ ಹಲವು ಗಣ್ಯರು ನಾಡದೇವತೆ ಚಾಮುಂಡೇಶ್ವರಿಯ ಉತ್ಸವ ಮೂರ್ತಿಗೆ ಪುಷ್ಪಾರ್ಚನೆ ನೆರವೇರಿಸಿದರು. ಚಾಮುಂಡಿ ಬೆಟ್ಟದಲ್ಲಿ ನಾಡಹಬ್ಬ ದಸರಾಗೆ ಇಂದು ಚಾಲನೆ ಸಿಗುವ ಮೂಲಕ 9 ದಿನಗಳ ದಸರಾ ಉತ್ಸವದ ಸಂಭ್ರಮ ಆರಂಭವಾಗಿದೆ. ಚಾಮುಂಡಿಬೆಟ್ಟದಲ್ಲಿ ಇಂದು ಬೆಳಿಗ್ಗೆ ಧಾರ್ಮಿಕ ವಿಧಿವಿಧಾನಗಳು ನಡೆದವು. ದಸರಾ ಉದ್ಘಾಟನೆ ಬಳಿಕ ವೇದಿಕೆ ಕಾರ್ಯಕ್ರಮ ನಡೆಯಿತು. <box>166 252 311 340</box>
article-darshan[interactable] <box>22 183 157 217</box>
column-divider <box>553 488 554 838</box>
ad-top-banner: ಉತ್ತಮ ಗುಣಮಟ್ಟದ ಕೃಷಿ ಯಂತ್ರೋಪಕರಣಗಳ ಮಾರಾಟಗಾರರು <box>588 29 698 37</box>
pages-kannada: ಪುಟ: 4 <box>213 163 230 171</box>
ad-image-trailer <box>669 86 718 132</box>
chalavadi-photo <box>658 864 728 956</box>
column-divider <box>162 183 163 838</box>
newspaper-subtitle-english: PRATYAKSHA NADU, KANNADA DAILY MORNING <box>368 143 523 150</box>
date-kannada: 04-10-2024 ಶುಕ್ರವಾರ 2024 <box>94 163 167 171</box>
gt-devegowda-photo <box>298 548 370 644</box>
